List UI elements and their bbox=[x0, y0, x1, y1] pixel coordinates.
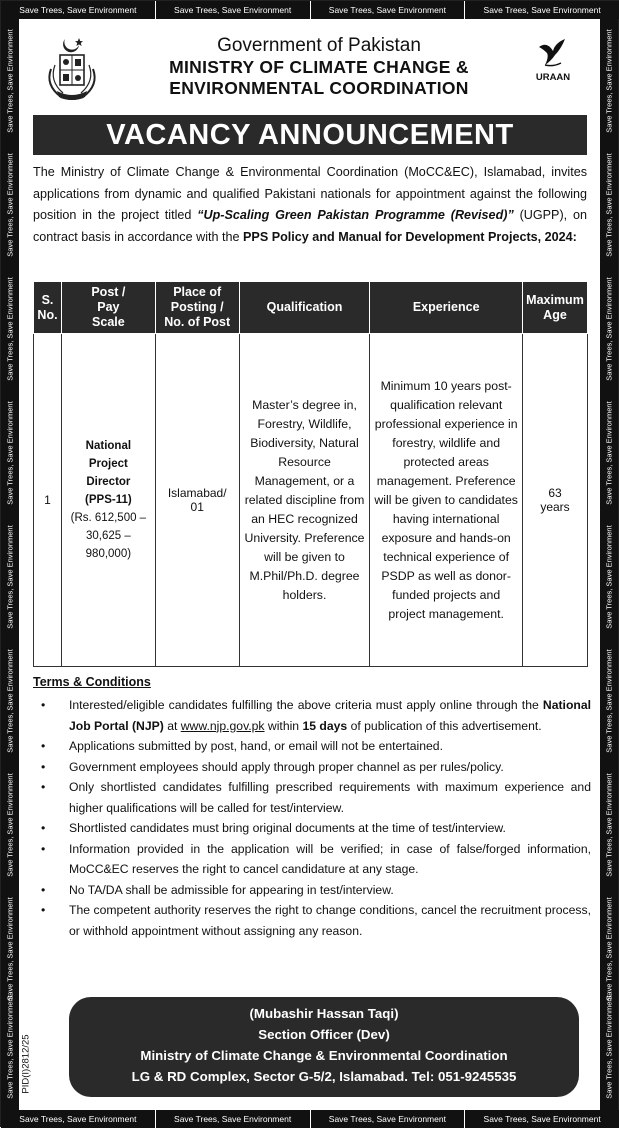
cell-experience: Minimum 10 years post-qualification relevant professional experience in forestry, wildlife and protected areas management. Preference will be given to candidates having international exposure and hands-on technical experience of PSDP as well as donor-funded projects and project management. bbox=[370, 334, 523, 667]
list-item: • The competent authority reserves the right to change conditions, cancel the recruitment process, or withhold appointment without assigning any reason. bbox=[33, 900, 591, 941]
border-text: Save Trees, Save Environment bbox=[604, 153, 614, 257]
border-text: Save Trees, Save Environment bbox=[311, 1110, 466, 1128]
list-item: • Government employees should apply through proper channel as per rules/policy. bbox=[33, 757, 591, 778]
border-text: Save Trees, Save Environment bbox=[604, 29, 614, 133]
office-ministry: Ministry of Climate Change & Environmental Coordination bbox=[140, 1048, 508, 1063]
list-item: • Information provided in the application will be verified; in case of false/forged information, MoCC&EC reserves the right to cancel candidature at any stage. bbox=[33, 839, 591, 880]
header-experience: Experience bbox=[370, 282, 523, 334]
header-place: Place of Posting / No. of Post bbox=[155, 282, 239, 334]
pakistan-emblem-icon bbox=[41, 35, 103, 103]
border-text: Save Trees, Save Environment bbox=[311, 1, 466, 19]
policy-reference: PPS Policy and Manual for Development Projects, 2024: bbox=[243, 229, 577, 244]
government-title: Government of Pakistan bbox=[217, 35, 421, 56]
border-text: Save Trees, Save Environment bbox=[5, 773, 15, 877]
logo-text-uraan: URAAN bbox=[535, 72, 571, 83]
table-row bbox=[34, 334, 588, 667]
officer-designation: Section Officer (Dev) bbox=[258, 1027, 390, 1042]
border-strip-bottom bbox=[1, 1110, 619, 1128]
border-strip-left bbox=[1, 19, 19, 1110]
header-age: Maximum Age bbox=[522, 282, 587, 334]
cell-place: Islamabad/ 01 bbox=[155, 334, 239, 667]
border-text: Save Trees, Save Environment bbox=[5, 277, 15, 381]
border-text: Save Trees, Save Environment bbox=[465, 1110, 619, 1128]
border-strip-right bbox=[600, 19, 618, 1110]
border-text: Save Trees, Save Environment bbox=[1, 1, 156, 19]
pid-reference bbox=[19, 1019, 33, 1109]
border-text: Save Trees, Save Environment bbox=[5, 29, 15, 133]
border-text: Save Trees, Save Environment bbox=[1, 1110, 156, 1128]
header bbox=[129, 35, 509, 99]
intro-text: The Ministry of Climate Change & Environmental Coordination (MoCC&EC), Islamabad, invites applications from dynamic and qualified Pakistani nationals for appointment against the following position in the project titled bbox=[33, 165, 587, 222]
cell-sno: 1 bbox=[34, 334, 62, 667]
border-text: Save Trees, Save Environment bbox=[5, 649, 15, 753]
terms-heading: Terms & Conditions bbox=[33, 675, 151, 689]
vacancy-table bbox=[33, 281, 588, 667]
header-post: Post / Pay Scale bbox=[61, 282, 155, 334]
project-title: “Up-Scaling Green Pakistan Programme (Revised)” bbox=[197, 208, 514, 222]
signature-block bbox=[69, 997, 579, 1097]
list-item: • Shortlisted candidates must bring original documents at the time of test/interview. bbox=[33, 818, 591, 839]
border-text: Save Trees, Save Environment bbox=[5, 153, 15, 257]
officer-name: (Mubashir Hassan Taqi) bbox=[249, 1006, 399, 1021]
border-text: Save Trees, Save Environment bbox=[5, 525, 15, 629]
list-item: • No TA/DA shall be admissible for appearing in test/interview. bbox=[33, 880, 591, 901]
list-item: • Only shortlisted candidates fulfilling prescribed requirements with maximum experience and higher qualifications will be called for test/interview. bbox=[33, 777, 591, 818]
uraan-pakistan-logo bbox=[517, 35, 589, 105]
uraan-bird-icon bbox=[533, 37, 573, 71]
vacancy-title-banner: VACANCY ANNOUNCEMENT bbox=[33, 115, 587, 155]
border-text: Save Trees, Save Environment bbox=[465, 1, 619, 19]
border-text: Save Trees, Save Environment bbox=[604, 897, 614, 1001]
border-text: Save Trees, Save Environment bbox=[5, 897, 15, 1001]
cell-qualification: Master’s degree in, Forestry, Wildlife, Biodiversity, Natural Resource Management, or a related discipline from an HEC recognized University. Preference will be given to M.Phil/Ph.D. degree holders. bbox=[239, 334, 370, 667]
border-text: Save Trees, Save Environment bbox=[604, 277, 614, 381]
border-text: Save Trees, Save Environment bbox=[604, 649, 614, 753]
list-item: • Interested/eligible candidates fulfilling the above criteria must apply online through the National Job Portal (NJP) at www.njp.gov.pk within 15 days of publication of this advertisement. bbox=[33, 695, 591, 736]
terms-list bbox=[33, 695, 591, 941]
pid-text: PID(I)2812/25 bbox=[20, 1034, 32, 1094]
njp-link[interactable]: www.njp.gov.pk bbox=[180, 718, 265, 733]
border-text: Save Trees, Save Environment bbox=[604, 525, 614, 629]
list-item: • Applications submitted by post, hand, or email will not be entertained. bbox=[33, 736, 591, 757]
border-text: Save Trees, Save Environment bbox=[156, 1, 311, 19]
intro-paragraph bbox=[33, 162, 587, 248]
office-address: LG & RD Complex, Sector G-5/2, Islamabad. Tel: 051-9245535 bbox=[131, 1069, 517, 1084]
border-text: Save Trees, Save Environment bbox=[604, 401, 614, 505]
cell-age: 63 years bbox=[522, 334, 587, 667]
border-text: Save Trees, Save Environment bbox=[604, 995, 614, 1099]
intro-text: (UGPP), on contract basis in accordance with the bbox=[33, 208, 587, 244]
header-qualification: Qualification bbox=[239, 282, 370, 334]
header-sno: S. No. bbox=[34, 282, 62, 334]
ministry-title-line2: ENVIRONMENTAL COORDINATION bbox=[169, 78, 469, 98]
border-text: Save Trees, Save Environment bbox=[5, 401, 15, 505]
border-text: Save Trees, Save Environment bbox=[5, 995, 15, 1099]
ministry-title-line1: MINISTRY OF CLIMATE CHANGE & bbox=[169, 57, 469, 77]
border-text: Save Trees, Save Environment bbox=[604, 773, 614, 877]
cell-post: National Project Director (PPS-11) (Rs. 612,500 – 30,625 – 980,000) bbox=[61, 334, 155, 667]
table-header-row bbox=[34, 282, 588, 334]
border-text: Save Trees, Save Environment bbox=[156, 1110, 311, 1128]
border-strip-top bbox=[1, 1, 619, 19]
advertisement-content bbox=[19, 19, 602, 1110]
